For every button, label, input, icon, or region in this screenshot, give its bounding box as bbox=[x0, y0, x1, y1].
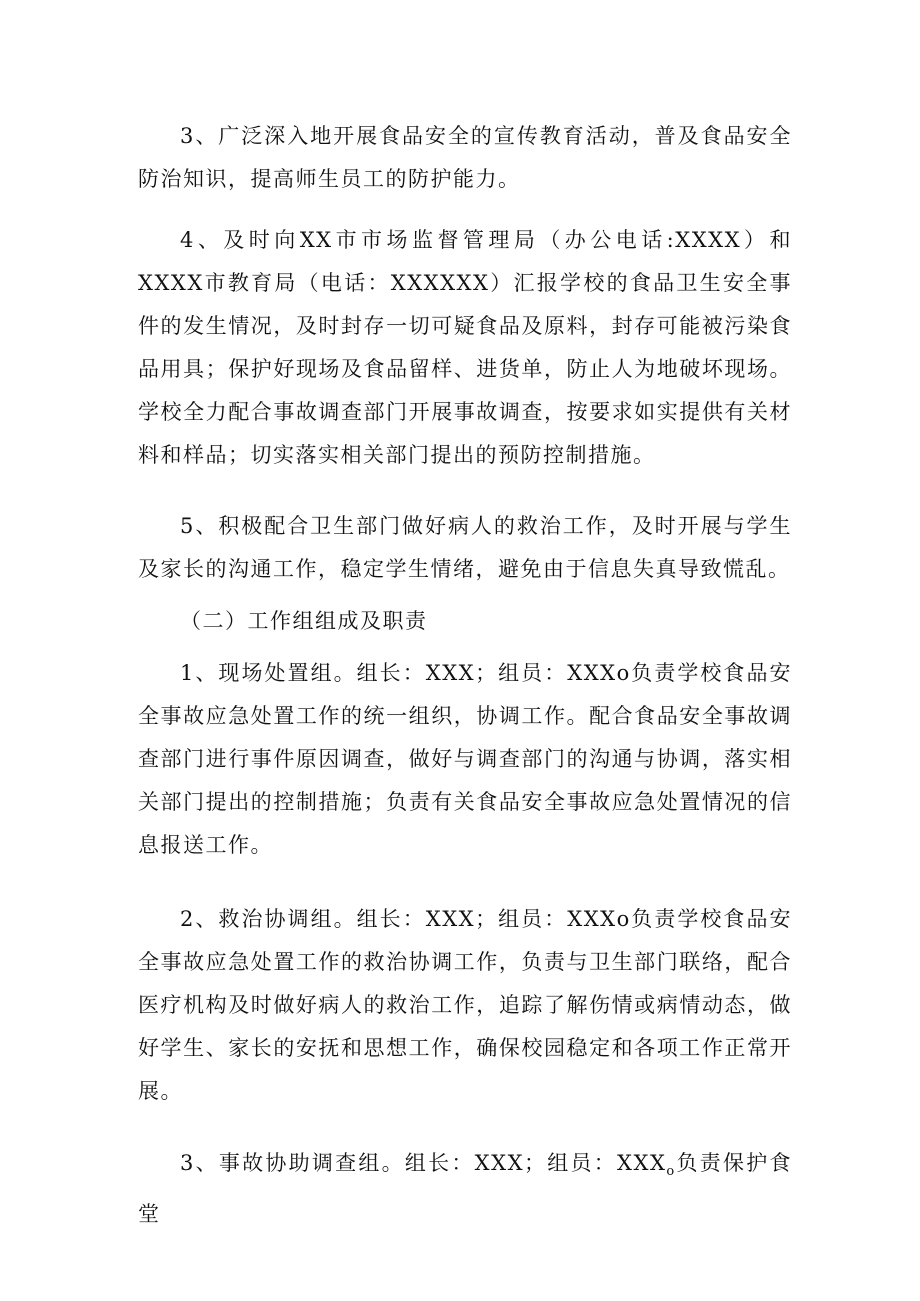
paragraph-item-4: 4、及时向XX市市场监督管理局（办公电话:XXXX）和XXXX市教育局（电话：XXXXXX）汇报学校的食品卫生安全事件的发生情况，及时封存一切可疑食品及原料，封存可能被污染食品用具；保护好现场及食品留样、进货单，防止人为地破坏现场。学校全力配合事故调查部门开展事故调查，按要求如实提供有关材料和样品；切实落实相关部门提出的预防控制措施。 bbox=[138, 228, 792, 467]
paragraph-item-5: 5、积极配合卫生部门做好病人的救治工作，及时开展与学生及家长的沟通工作，稳定学生情绪，避免由于信息失真导致慌乱。 bbox=[138, 514, 792, 581]
section-heading: （二）工作组组成及职责 bbox=[180, 609, 428, 633]
group-3-subscript: o bbox=[666, 1164, 676, 1179]
paragraph-item-3: 3、广泛深入地开展食品安全的宣传教育活动，普及食品安全防治知识，提高师生员工的防护能力。 bbox=[138, 124, 792, 191]
group-paragraph-2: 2、救治协调组。组长：XXX；组员：XXXo负责学校食品安全事故应急处置工作的救治协调工作，负责与卫生部门联络，配合医疗机构及时做好病人的救治工作，追踪了解伤情或病情动态，做好学生、家长的安抚和思想工作，确保校园稳定和各项工作正常开展。 bbox=[138, 907, 793, 1103]
group-paragraph-3 bbox=[138, 1142, 792, 1236]
group-paragraph-1: 1、现场处置组。组长：XXX；组员：XXXo负责学校食品安全事故应急处置工作的统一组织，协调工作。配合食品安全事故调查部门进行事件原因调查，做好与调查部门的沟通与协调，落实相关部门提出的控制措施；负责有关食品安全事故应急处置情况的信息报送工作。 bbox=[138, 661, 793, 857]
group-3-text: 3、事故协助调查组。组长：XXX；组员：XXX bbox=[180, 1151, 667, 1175]
group-3-text-end: 负责保护食堂 bbox=[138, 1151, 793, 1226]
